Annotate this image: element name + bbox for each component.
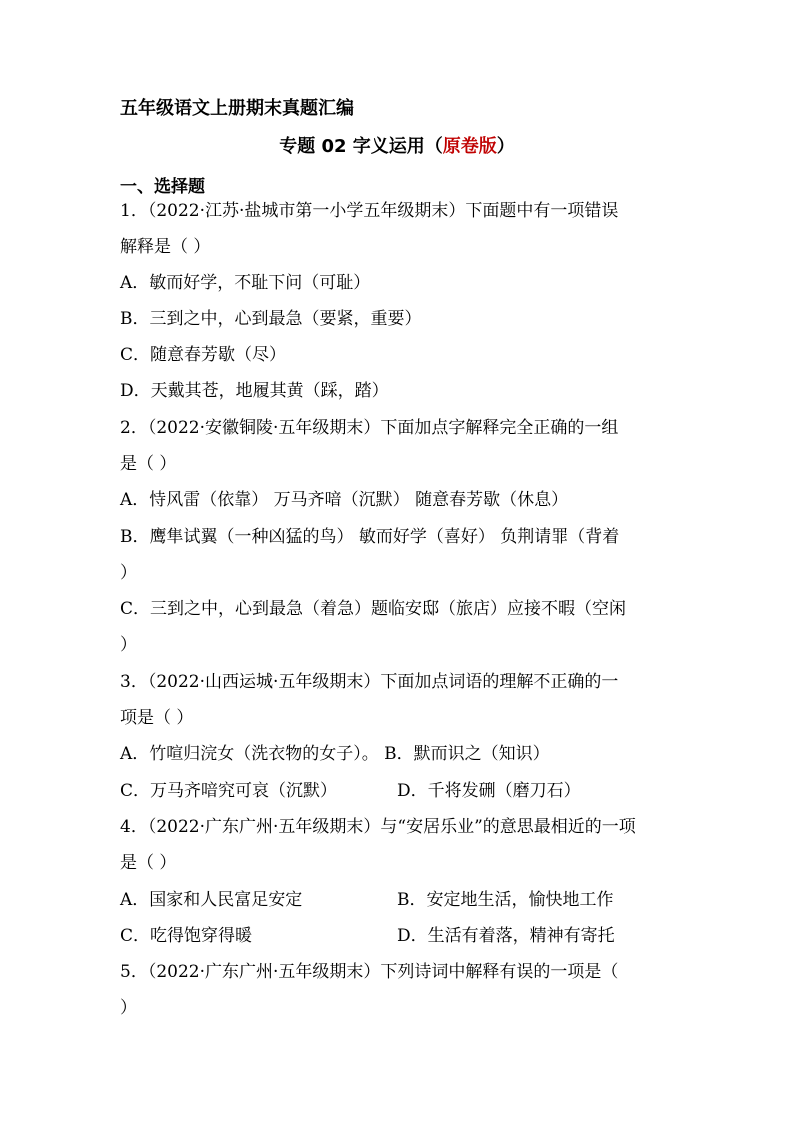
document-title: 五年级语文上册期末真题汇编 <box>120 98 354 119</box>
question-4-stem-line2: 是（ ） <box>120 853 177 873</box>
subtitle-accent: 原卷版 <box>442 136 497 157</box>
question-1-option-d: D．天戴其苍，地履其黄（踩，踏） <box>120 381 389 401</box>
question-4-stem-line1: 4．（2022·广东广州·五年级期末）与“安居乐业”的意思最相近的一项 <box>120 817 636 837</box>
question-2-option-b: B．鹰隼试翼（一种凶猛的鸟） 敏而好学（喜好） 负荆请罪（背着 <box>120 527 620 547</box>
document-subtitle <box>0 136 794 158</box>
question-3-option-d: D．千将发硎（磨刀石） <box>397 781 581 801</box>
question-5-stem-line1: 5．（2022·广东广州·五年级期末）下列诗词中解释有误的一项是（ <box>120 962 619 982</box>
question-3-stem-line1: 3．（2022·山西运城·五年级期末）下面加点词语的理解不正确的一 <box>120 672 619 692</box>
question-2-option-a: A．恃风雷（依靠） 万马齐喑（沉默） 随意春芳歇（休息） <box>120 490 569 510</box>
section-heading: 一、选择题 <box>120 177 205 197</box>
question-2-option-b-cont: ） <box>120 563 137 583</box>
question-4-row-1 <box>120 889 614 911</box>
question-1-option-a: A．敏而好学，不耻下问（可耻） <box>120 273 371 293</box>
subtitle-main: 专题 02 字义运用（ <box>279 136 443 157</box>
question-1-option-b: B．三到之中，心到最急（要紧，重要） <box>120 309 422 329</box>
question-1-stem-line1: 1．（2022·江苏·盐城市第一小学五年级期末）下面题中有一项错误 <box>120 201 619 221</box>
question-2-stem-line1: 2．（2022·安徽铜陵·五年级期末）下面加点字解释完全正确的一组 <box>120 418 619 438</box>
question-3-option-ab: A．竹喧归浣女（洗衣物的女子）。 B．默而识之（知识） <box>120 744 550 764</box>
question-4-option-d: D．生活有着落，精神有寄托 <box>397 926 615 946</box>
question-2-option-c-cont: ） <box>120 635 137 655</box>
question-1-option-c: C．随意春芳歇（尽） <box>120 345 287 365</box>
question-4-option-c: C．吃得饱穿得暖 <box>120 926 253 946</box>
question-5-stem-line2: ） <box>120 998 137 1018</box>
question-2-stem-line2: 是（ ） <box>120 454 177 474</box>
subtitle-end: ） <box>496 136 515 157</box>
question-2-option-c: C．三到之中，心到最急（着急）题临安邸（旅店）应接不暇（空闲 <box>120 599 627 619</box>
question-4-option-b: B．安定地生活，愉快地工作 <box>397 890 614 910</box>
question-4-row-2 <box>120 925 615 947</box>
question-3-stem-line2: 项是（ ） <box>120 708 194 728</box>
question-3-option-c <box>120 780 581 802</box>
question-4-option-a: A．国家和人民富足安定 <box>120 890 303 910</box>
question-3-option-c-text: C．万马齐喑究可哀（沉默） <box>120 781 338 801</box>
question-1-stem-line2: 解释是（ ） <box>120 237 211 257</box>
